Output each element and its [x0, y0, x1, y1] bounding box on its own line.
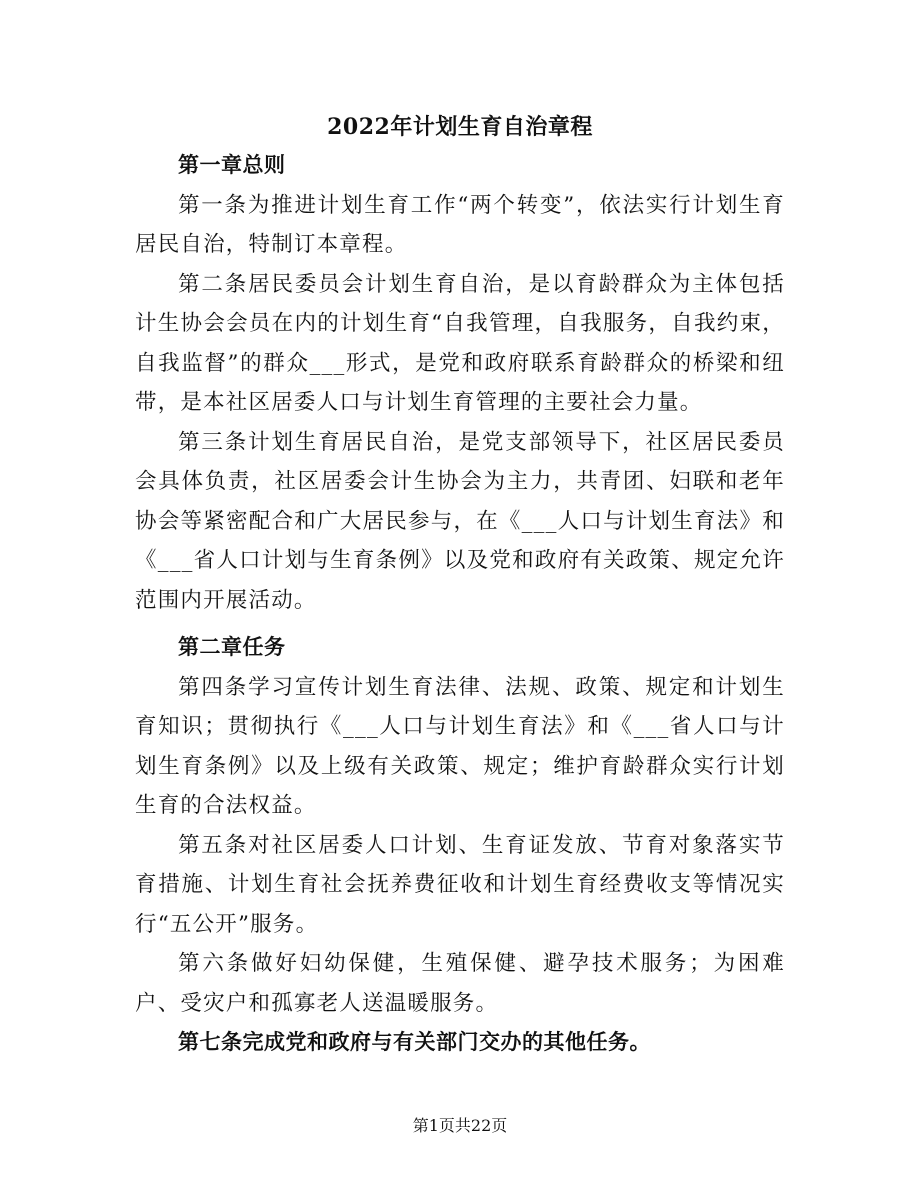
article-6: 第六条做好妇幼保健，生殖保健、避孕技术服务；为困难户、受灾户和孤寡老人送温暖服务。 [135, 951, 785, 1016]
chapter-1-heading: 第一章总则 [178, 153, 286, 177]
section-gap [135, 620, 785, 628]
article-2: 第二条居民委员会计划生育自治，是以育龄群众为主体包括计生协会会员在内的计划生育“自我管理，自我服务，自我约束，自我监督”的群众___形式，是党和政府联系育龄群众的桥梁和纽带，是本社区居委人口与计划生育管理的主要社会力量。 [135, 271, 785, 415]
article-4: 第四条学习宣传计划生育法律、法规、政策、规定和计划生育知识；贯彻执行《___人口与计划生育法》和《___省人口与计划生育条例》以及上级有关政策、规定；维护育龄群众实行计划生育的合法权益。 [135, 674, 785, 818]
document-title: 2022年计划生育自治章程 [327, 114, 593, 140]
article-7: 第七条完成党和政府与有关部门交办的其他任务。 [178, 1030, 651, 1054]
page-number-footer: 第1页共22页 [412, 1116, 508, 1135]
chapter-2-heading: 第二章任务 [178, 635, 286, 659]
article-3: 第三条计划生育居民自治，是党支部领导下，社区居民委员会具体负责，社区居委会计生协会为主力，共青团、妇联和老年协会等紧密配合和广大居民参与，在《___人口与计划生育法》和《___省人口计划与生育条例》以及党和政府有关政策、规定允许范围内开展活动。 [135, 429, 785, 613]
article-5: 第五条对社区居委人口计划、生育证发放、节育对象落实节育措施、计划生育社会抚养费征收和计划生育经费收支等情况实行“五公开”服务。 [135, 832, 785, 937]
article-1: 第一条为推进计划生育工作“两个转变”，依法实行计划生育居民自治，特制订本章程。 [135, 192, 785, 257]
document-body [135, 146, 785, 1063]
